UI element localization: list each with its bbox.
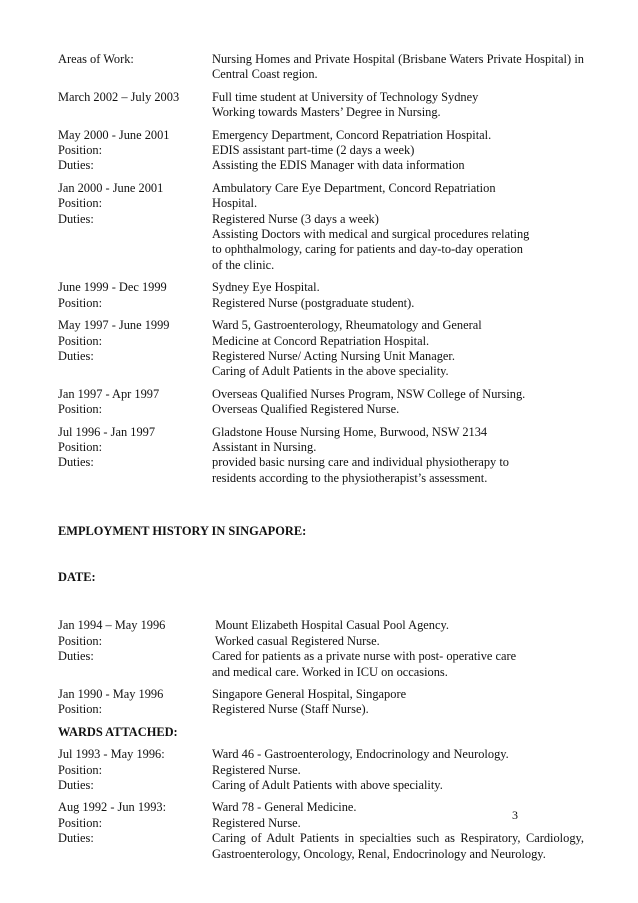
section-heading-wards: WARDS ATTACHED: <box>58 724 178 739</box>
entry-labels <box>58 687 212 718</box>
entry-detail: residents according to the physiotherapist’s assessment. <box>212 470 488 485</box>
entry-labels <box>58 90 212 121</box>
entry-label: Position: <box>58 295 103 310</box>
entry-details <box>212 387 584 418</box>
entry-detail: Medicine at Concord Repatriation Hospital. <box>212 333 430 348</box>
section-heading-singapore <box>58 493 584 616</box>
entry-detail: and medical care. Worked in ICU on occasions. <box>212 664 448 679</box>
section-heading-line: EMPLOYMENT HISTORY IN SINGAPORE: <box>58 523 307 538</box>
entry-labels <box>58 618 212 680</box>
entry-detail: Full time student at University of Technology Sydney <box>212 89 479 104</box>
entry-detail: Caring of Adult Patients in the above speciality. <box>212 364 449 379</box>
entry-label: Position: <box>58 333 103 348</box>
entry-detail: Ward 5, Gastroenterology, Rheumatology and General <box>212 318 482 333</box>
entry-details <box>212 618 584 680</box>
entry-label: Duties: <box>58 211 94 226</box>
entry-detail: Assisting Doctors with medical and surgical procedures relating <box>212 227 530 242</box>
entry-details <box>212 687 584 718</box>
employment-entry <box>58 318 584 380</box>
entry-details <box>212 318 584 380</box>
entry-label: Areas of Work: <box>58 52 134 66</box>
entry-detail: of the clinic. <box>212 257 275 272</box>
entry-labels <box>58 52 212 83</box>
entry-detail: Cared for patients as a private nurse with post- operative care <box>212 649 517 664</box>
entry-detail: Ambulatory Care Eye Department, Concord Repatriation <box>212 180 496 195</box>
wards-list <box>58 747 584 862</box>
entry-detail: Sydney Eye Hospital. <box>212 280 320 295</box>
ward-entry <box>58 800 584 862</box>
entry-label: Position: <box>58 815 103 830</box>
entry-detail: Mount Elizabeth Hospital Casual Pool Agency. <box>212 618 449 633</box>
entry-label: Position: <box>58 702 103 717</box>
entry-labels <box>58 800 212 862</box>
entry-detail: Registered Nurse (Staff Nurse). <box>212 702 369 717</box>
entry-detail: Ward 78 - General Medicine. <box>212 800 357 815</box>
entry-detail: Worked casual Registered Nurse. <box>212 633 380 648</box>
entry-label: Duties: <box>58 649 94 664</box>
entry-details <box>212 52 584 83</box>
entry-label: Duties: <box>58 348 94 363</box>
entry-labels <box>58 280 212 311</box>
employment-entry <box>58 687 584 718</box>
entry-detail: Overseas Qualified Registered Nurse. <box>212 402 400 417</box>
entry-labels <box>58 425 212 487</box>
entry-details <box>212 181 584 273</box>
entry-detail: provided basic nursing care and individual physiotherapy to <box>212 455 509 470</box>
entry-detail: Registered Nurse. <box>212 762 301 777</box>
entry-label: Jan 1990 - May 1996 <box>58 687 164 702</box>
employment-list-singapore <box>58 618 584 717</box>
entry-detail: Caring of Adult Patients with above speciality. <box>212 778 443 793</box>
entry-detail: and Neurology. <box>469 846 546 861</box>
employment-entry <box>58 387 584 418</box>
entry-detail: Registered Nurse. <box>212 815 301 830</box>
entry-label: March 2002 – July 2003 <box>58 89 180 104</box>
entry-detail: Registered Nurse (postgraduate student). <box>212 295 415 310</box>
employment-entry <box>58 425 584 487</box>
entry-details <box>212 800 584 862</box>
entry-details <box>212 425 584 487</box>
entry-label: May 2000 - June 2001 <box>58 127 170 142</box>
employment-list-australia <box>58 52 584 486</box>
entry-detail: Registered Nurse (3 days a week) <box>212 211 379 226</box>
entry-labels <box>58 181 212 273</box>
employment-entry <box>58 618 584 680</box>
entry-label: Duties: <box>58 158 94 173</box>
entry-detail: Nursing Homes and Private Hospital (Brisbane Waters Private <box>212 52 522 66</box>
entry-label: Jul 1996 - Jan 1997 <box>58 424 156 439</box>
entry-label: Position: <box>58 143 103 158</box>
entry-label: Jan 2000 - June 2001 <box>58 180 164 195</box>
entry-label: June 1999 - Dec 1999 <box>58 280 167 295</box>
employment-entry <box>58 181 584 273</box>
entry-label: Duties: <box>58 831 94 846</box>
employment-entry <box>58 128 584 174</box>
entry-label: May 1997 - June 1999 <box>58 318 170 333</box>
entry-label: Aug 1992 - Jun 1993: <box>58 800 167 815</box>
entry-labels <box>58 387 212 418</box>
employment-entry <box>58 90 584 121</box>
entry-detail: Singapore General Hospital, Singapore <box>212 687 407 702</box>
entry-detail: Cardiology, Gastroenterology, Oncology, Renal, Endocrinology <box>212 831 584 861</box>
entry-detail: Caring of Adult Patients in specialties such as Respiratory, <box>212 831 521 846</box>
entry-detail: Working towards Masters’ Degree in Nursing. <box>212 105 441 120</box>
entry-detail: Assistant in Nursing. <box>212 439 317 454</box>
entry-detail: Assisting the EDIS Manager with data information <box>212 158 465 173</box>
entry-details <box>212 280 584 311</box>
entry-label: Position: <box>58 196 103 211</box>
entry-label: Duties: <box>58 778 94 793</box>
resume-page <box>58 52 584 869</box>
employment-entry <box>58 52 584 83</box>
entry-labels <box>58 128 212 174</box>
entry-details <box>212 747 584 793</box>
ward-entry <box>58 747 584 793</box>
entry-detail: to ophthalmology, caring for patients and day-to-day operation <box>212 242 523 257</box>
entry-detail: Ward 46 - Gastroenterology, Endocrinology and Neurology. <box>212 747 509 762</box>
entry-detail: Registered Nurse/ Acting Nursing Unit Manager. <box>212 348 455 363</box>
entry-detail: Emergency Department, Concord Repatriation Hospital. <box>212 127 492 142</box>
entry-details <box>212 90 584 121</box>
entry-details <box>212 128 584 174</box>
entry-label: Jan 1997 - Apr 1997 <box>58 386 160 401</box>
entry-label: Jan 1994 – May 1996 <box>58 618 166 633</box>
page-number: 3 <box>512 808 518 822</box>
entry-label: Position: <box>58 633 103 648</box>
entry-detail: Hospital) in Central Coast region. <box>212 52 584 82</box>
entry-detail: Hospital. <box>212 196 258 211</box>
entry-labels <box>58 318 212 380</box>
entry-label: Position: <box>58 439 103 454</box>
entry-label: Jul 1993 - May 1996: <box>58 747 165 762</box>
section-heading-line: DATE: <box>58 570 96 585</box>
entry-detail: EDIS assistant part-time (2 days a week) <box>212 143 415 158</box>
employment-entry <box>58 280 584 311</box>
entry-label: Position: <box>58 762 103 777</box>
entry-label: Duties: <box>58 455 94 470</box>
entry-detail: Gladstone House Nursing Home, Burwood, NSW 2134 <box>212 424 488 439</box>
entry-label: Position: <box>58 402 103 417</box>
entry-labels <box>58 747 212 793</box>
entry-detail: Overseas Qualified Nurses Program, NSW College of Nursing. <box>212 386 526 401</box>
